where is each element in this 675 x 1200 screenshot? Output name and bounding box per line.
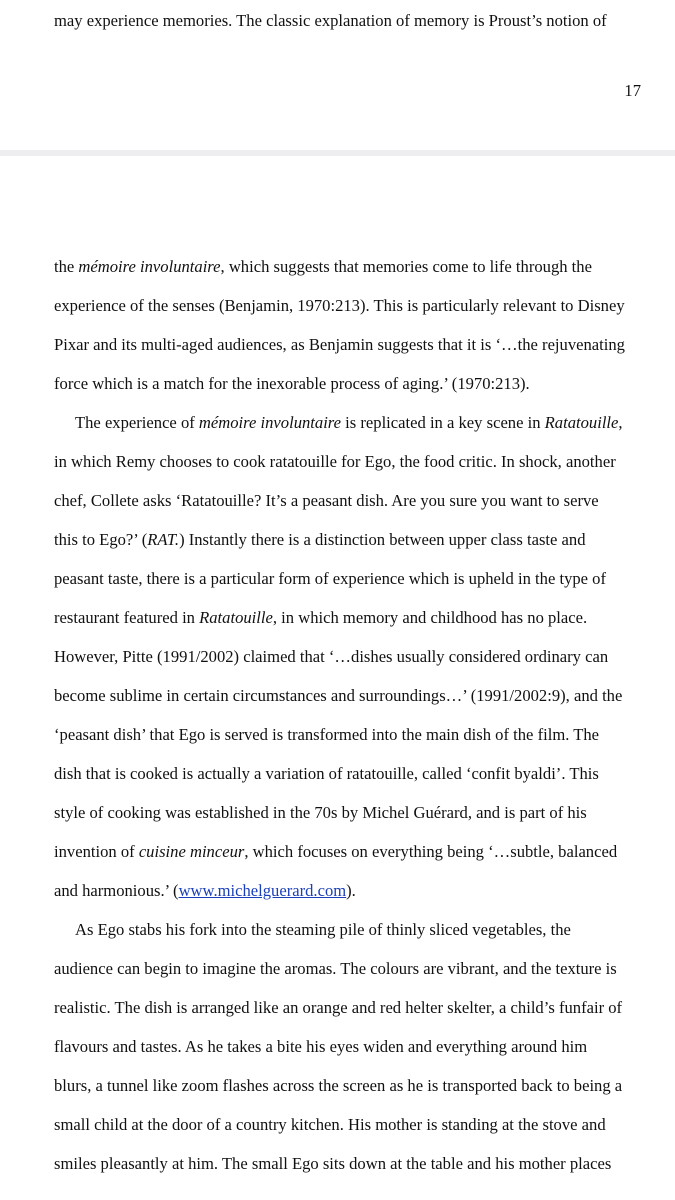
italic-title: Ratatouille <box>199 608 273 627</box>
text-line: experience of the senses (Benjamin, 1970:213). This is particularly relevant to Disney <box>54 296 625 315</box>
text-line: become sublime in certain circumstances and surroundings…’ (1991/2002:9), and the <box>54 686 623 705</box>
text-span: invention of <box>54 842 139 861</box>
text-span: The experience of <box>75 413 199 432</box>
previous-page-bottom <box>0 0 675 150</box>
text-line <box>54 880 644 902</box>
text-line: dish that is cooked is actually a variation of ratatouille, called ‘confit byaldi’. This <box>54 764 599 783</box>
text-line <box>54 256 644 278</box>
text-line: in which Remy chooses to cook ratatouille for Ego, the food critic. In shock, another <box>54 452 616 471</box>
text-span: ) Instantly there is a distinction between upper class taste and <box>179 530 586 549</box>
italic-term: mémoire involuntaire <box>78 257 221 276</box>
text-span: this to Ego?’ ( <box>54 530 148 549</box>
page-separator <box>0 150 675 156</box>
text-line <box>54 529 644 551</box>
text-span: , which suggests that memories come to life through the <box>220 257 592 276</box>
text-line: audience can begin to imagine the aromas. The colours are vibrant, and the texture is <box>54 959 617 978</box>
text-span: the <box>54 257 79 276</box>
text-line: style of cooking was established in the 70s by Michel Guérard, and is part of his <box>54 803 587 822</box>
text-line: As Ego stabs his fork into the steaming pile of thinly sliced vegetables, the <box>75 920 571 939</box>
website-link[interactable]: www.michelguerard.com <box>178 881 347 900</box>
text-line: Pixar and its multi-aged audiences, as Benjamin suggests that it is ‘…the rejuvenating <box>54 335 625 354</box>
text-line: small child at the door of a country kitchen. His mother is standing at the stove and <box>54 1115 606 1134</box>
page-number: 17 <box>624 81 641 100</box>
text-line <box>54 841 644 863</box>
text-line: smiles pleasantly at him. The small Ego sits down at the table and his mother places <box>54 1154 612 1173</box>
text-span: restaurant featured in <box>54 608 200 627</box>
text-line <box>75 412 665 434</box>
text-span: ). <box>346 881 356 900</box>
text-line: realistic. The dish is arranged like an orange and red helter skelter, a child’s funfair of <box>54 998 623 1017</box>
text-span: , which focuses on everything being ‘…subtle, balanced <box>244 842 618 861</box>
text-line: ‘peasant dish’ that Ego is served is transformed into the main dish of the film. The <box>54 725 600 744</box>
italic-term: cuisine minceur <box>138 842 245 861</box>
text-line: peasant taste, there is a particular form of experience which is upheld in the type of <box>54 569 606 588</box>
text-line: flavours and tastes. As he takes a bite his eyes widen and everything around him <box>54 1037 588 1056</box>
text-span: , <box>618 413 623 432</box>
text-span: is replicated in a key scene in <box>341 413 545 432</box>
text-span: and harmonious.’ ( <box>54 881 179 900</box>
text-line: blurs, a tunnel like zoom flashes across the screen as he is transported back to being a <box>54 1076 623 1095</box>
text-line: chef, Collete asks ‘Ratatouille? It’s a peasant dish. Are you sure you want to serve <box>54 491 599 510</box>
italic-abbrev: RAT. <box>147 530 180 549</box>
text-line: However, Pitte (1991/2002) claimed that ‘…dishes usually considered ordinary can <box>54 647 609 666</box>
text-span: , in which memory and childhood has no place. <box>272 608 588 627</box>
italic-term: mémoire involuntaire <box>198 413 342 432</box>
text-line: may experience memories. The classic explanation of memory is Proust’s notion of <box>54 11 607 30</box>
text-line <box>54 607 644 629</box>
italic-title: Ratatouille <box>544 413 619 432</box>
text-line: force which is a match for the inexorable process of aging.’ (1970:213). <box>54 374 530 393</box>
